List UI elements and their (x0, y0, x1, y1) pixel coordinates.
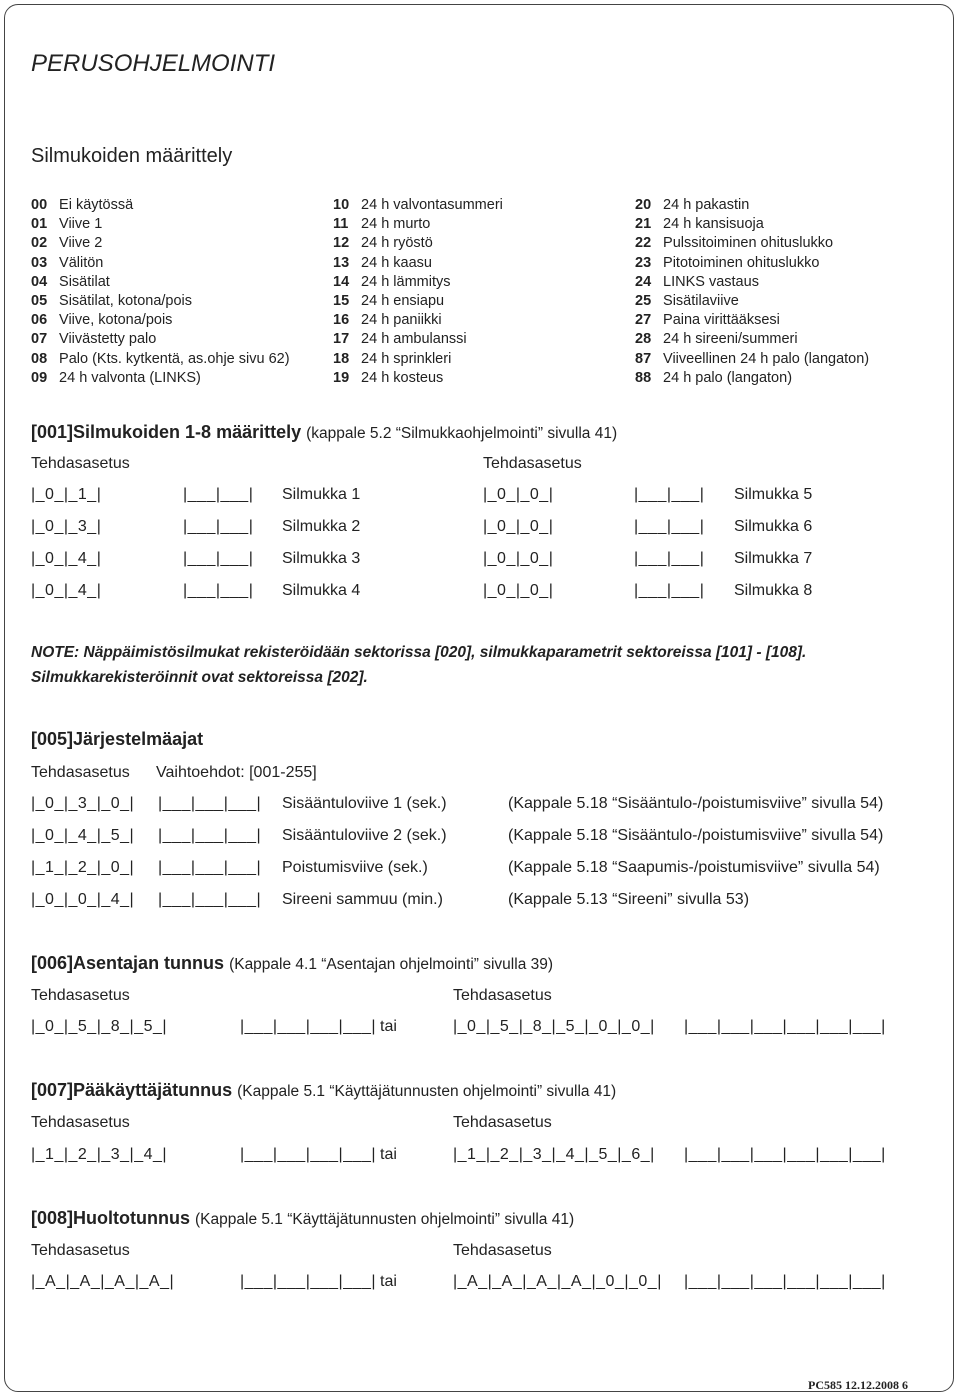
field-label: Silmukka 5 (734, 486, 813, 503)
default-label: Tehdasasetus (31, 1242, 130, 1259)
entry-field[interactable]: |___|___|___|___|___|___| (684, 1146, 886, 1163)
zone-type-item: 21 24 h kansisuoja (635, 216, 764, 233)
zone-type-item: 22 Pulssitoiminen ohituslukko (635, 235, 834, 252)
zone-types-col-2 (333, 196, 503, 388)
default-label: Tehdasasetus (483, 455, 582, 472)
zone-type-item: 11 24 h murto (333, 216, 431, 233)
field-label: Silmukka 1 (282, 486, 361, 503)
default-value: |_0_|_0_| (483, 518, 554, 535)
zone-type-item: 18 24 h sprinkleri (333, 350, 452, 367)
entry-field[interactable]: |___|___| (183, 486, 254, 503)
zone-type-item: 10 24 h valvontasummeri (333, 197, 503, 213)
zone-type-item: 25 Sisätilaviive (635, 293, 739, 310)
default-value: |_0_|_0_| (483, 582, 554, 599)
zone-type-item: 19 24 h kosteus (333, 369, 444, 386)
entry-field[interactable]: |___|___|___|___| (240, 1146, 377, 1163)
default-label: Tehdasasetus (453, 1114, 552, 1131)
entry-field[interactable]: |___|___| (634, 550, 705, 567)
zone-type-item: 08 Palo (Kts. kytkentä, as.ohje sivu 62) (31, 350, 290, 367)
section-005-heading: [005]Järjestelmäajat (31, 729, 204, 749)
entry-field[interactable]: |___|___| (634, 486, 705, 503)
entry-field[interactable]: |___|___| (183, 550, 254, 567)
reference-text: (Kappale 5.18 “Saapumis-/poistumisviive” sivulla 54) (508, 859, 880, 876)
default-value: |_0_|_5_|_8_|_5_|_0_|_0_| (453, 1018, 655, 1035)
entry-field[interactable]: |___|___|___| (158, 891, 262, 908)
field-label: Sisääntuloviive 2 (sek.) (282, 827, 447, 844)
default-value: |_0_|_5_|_8_|_5_| (31, 1018, 168, 1035)
default-label: Tehdasasetus (31, 987, 130, 1004)
zone-type-item: 17 24 h ambulanssi (333, 331, 467, 348)
zone-type-item: 02 Viive 2 (31, 235, 103, 252)
default-label: Tehdasasetus (453, 987, 552, 1004)
default-value: |_A_|_A_|_A_|_A_| (31, 1273, 175, 1290)
default-value: |_0_|_1_| (31, 486, 102, 503)
reference-text: (Kappale 5.18 “Sisääntulo-/poistumisviive” sivulla 54) (508, 795, 884, 812)
entry-field[interactable]: |___|___|___| (158, 827, 262, 844)
field-label: Sireeni sammuu (min.) (282, 891, 443, 908)
default-value: |_0_|_0_| (483, 486, 554, 503)
zone-type-item: 24 LINKS vastaus (635, 273, 759, 290)
entry-field[interactable]: |___|___| (634, 518, 705, 535)
reference-text: (Kappale 5.18 “Sisääntulo-/poistumisviive” sivulla 54) (508, 827, 884, 844)
entry-field[interactable]: |___|___| (183, 518, 254, 535)
field-label: Silmukka 3 (282, 550, 361, 567)
zone-type-item: 27 Paina virittääksesi (635, 312, 780, 329)
default-value: |_0_|_0_| (483, 550, 554, 567)
zone-types-col-1 (31, 196, 290, 388)
field-label: Silmukka 6 (734, 518, 813, 535)
zone-types-col-3 (635, 196, 869, 388)
entry-field[interactable]: |___|___| (634, 582, 705, 599)
field-label: Silmukka 4 (282, 582, 361, 599)
zone-type-item: 07 Viivästetty palo (31, 331, 157, 348)
entry-field[interactable]: |___|___|___|___| (240, 1018, 377, 1035)
page-footer: PC585 12.12.2008 6 (808, 1378, 908, 1392)
entry-field[interactable]: |___|___| (183, 582, 254, 599)
default-value: |_A_|_A_|_A_|_A_|_0_|_0_| (453, 1273, 662, 1290)
zone-type-item: 28 24 h sireeni/summeri (635, 331, 798, 348)
entry-field[interactable]: |___|___|___|___| (240, 1273, 377, 1290)
default-label: Tehdasasetus (31, 1114, 130, 1131)
default-value: |_1_|_2_|_3_|_4_|_5_|_6_| (453, 1146, 655, 1163)
zone-type-item: 00 Ei käytössä (31, 197, 134, 213)
field-label: Silmukka 8 (734, 582, 813, 599)
zone-type-item: 13 24 h kaasu (333, 254, 432, 271)
page-title: PERUSOHJELMOINTI (31, 50, 276, 77)
or-label: tai (380, 1273, 397, 1290)
zone-type-item: 23 Pitotoiminen ohituslukko (635, 254, 820, 271)
default-value: |_0_|_4_| (31, 550, 102, 567)
default-value: |_0_|_4_|_5_| (31, 827, 135, 844)
reference-text: (Kappale 5.13 “Sireeni” sivulla 53) (508, 891, 750, 908)
default-value: |_1_|_2_|_3_|_4_| (31, 1146, 168, 1163)
default-value: |_0_|_3_|_0_| (31, 795, 135, 812)
zone-type-item: 15 24 h ensiapu (333, 293, 445, 310)
section-subtitle: Silmukoiden määrittely (31, 145, 233, 167)
entry-field[interactable]: |___|___|___|___|___|___| (684, 1018, 886, 1035)
default-value: |_0_|_3_| (31, 518, 102, 535)
field-label: Sisääntuloviive 1 (sek.) (282, 795, 447, 812)
or-label: tai (380, 1146, 397, 1163)
zone-type-item: 01 Viive 1 (31, 216, 103, 233)
zone-type-item: 14 24 h lämmitys (333, 273, 451, 290)
zone-type-item: 06 Viive, kotona/pois (31, 312, 173, 329)
section-001-heading: [001]Silmukoiden 1-8 määrittely (kappale 5.2 “Silmukkaohjelmointi” sivulla 41) (31, 422, 618, 442)
field-label: Poistumisviive (sek.) (282, 859, 428, 876)
section-008-heading: [008]Huoltotunnus (Kappale 5.1 “Käyttäjätunnusten ohjelmointi” sivulla 41) (31, 1208, 575, 1228)
zone-type-item: 04 Sisätilat (31, 273, 110, 290)
zone-type-item: 03 Välitön (31, 254, 104, 271)
entry-field[interactable]: |___|___|___| (158, 859, 262, 876)
zone-type-item: 87 Viiveellinen 24 h palo (langaton) (635, 350, 870, 367)
zone-type-item: 16 24 h paniikki (333, 312, 442, 329)
zone-type-item: 12 24 h ryöstö (333, 235, 433, 252)
default-value: |_0_|_0_|_4_| (31, 891, 135, 908)
options-label: Vaihtoehdot: [001-255] (156, 764, 317, 781)
field-label: Silmukka 2 (282, 518, 361, 535)
field-label: Silmukka 7 (734, 550, 813, 567)
default-label: Tehdasasetus (31, 455, 130, 472)
note-text: NOTE: Näppäimistösilmukat rekisteröidään sektorissa [020], silmukkaparametrit sektoreissa [101] - [108]. Silmukkarekisteröinnit ovat sektoreissa [202]. (31, 644, 807, 686)
default-value: |_0_|_4_| (31, 582, 102, 599)
zone-type-item: 05 Sisätilat, kotona/pois (31, 293, 193, 310)
section-006-heading: [006]Asentajan tunnus (Kappale 4.1 “Asentajan ohjelmointi” sivulla 39) (31, 953, 554, 973)
default-label: Tehdasasetus (31, 764, 130, 781)
zone-type-item: 09 24 h valvonta (LINKS) (31, 369, 201, 386)
entry-field[interactable]: |___|___|___|___|___|___| (684, 1273, 886, 1290)
default-value: |_1_|_2_|_0_| (31, 859, 135, 876)
entry-field[interactable]: |___|___|___| (158, 795, 262, 812)
zone-type-item: 20 24 h pakastin (635, 197, 750, 213)
section-007-heading: [007]Pääkäyttäjätunnus (Kappale 5.1 “Käyttäjätunnusten ohjelmointi” sivulla 41) (31, 1080, 617, 1100)
or-label: tai (380, 1018, 397, 1035)
zone-type-item: 88 24 h palo (langaton) (635, 369, 793, 386)
default-label: Tehdasasetus (453, 1242, 552, 1259)
